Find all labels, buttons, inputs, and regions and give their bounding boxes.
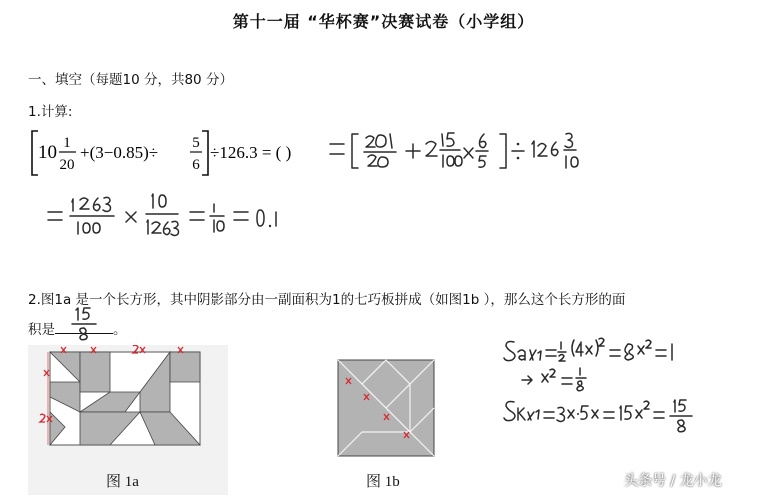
figure-1b-caption: 图 1b xyxy=(366,474,400,490)
area-label: 积是 xyxy=(28,322,55,338)
watermark: 头条号 / 龙小龙 xyxy=(624,473,722,489)
question-2-text: 2.图1a 是一个长方形，其中阴影部分由一副面积为1的七巧板拼成（如图1b ），那么这个长方形的面 xyxy=(28,292,626,308)
formula-frac2-num: 5 xyxy=(192,135,200,151)
formula-frac1-num: 1 xyxy=(63,135,71,151)
q1-handwriting-line2 xyxy=(44,186,304,240)
section-heading: 一、填空（每题10 分，共80 分） xyxy=(28,72,233,88)
page-title: 第十一届 “华杯赛”决赛试卷（小学组） xyxy=(232,12,535,31)
q1-handwriting-line1 xyxy=(326,126,606,178)
figure-1a-caption: 图 1a xyxy=(106,474,139,490)
q2-handwriting xyxy=(500,336,730,442)
answer-suffix: 。 xyxy=(113,322,127,338)
formula-frac2-den: 6 xyxy=(192,157,200,173)
answer-handwritten-fraction xyxy=(68,304,108,342)
formula-frac1-den: 20 xyxy=(59,157,75,173)
formula-middle: +(3−0.85)÷ xyxy=(80,143,159,162)
question-1-formula xyxy=(24,128,334,178)
formula-ten: 10 xyxy=(38,142,57,163)
figure-1b xyxy=(332,350,442,460)
question-1-label: 1.计算: xyxy=(28,104,73,120)
formula-tail: ÷126.3 = ( ) xyxy=(210,143,292,162)
